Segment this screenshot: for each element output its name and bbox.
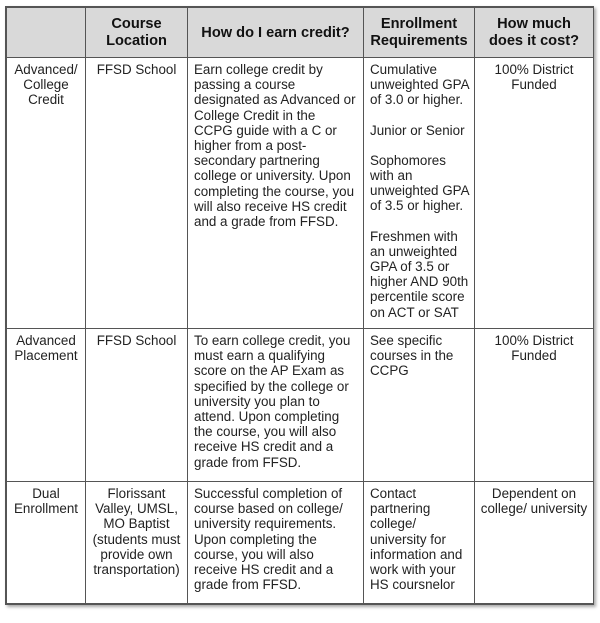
header-cost: How much does it cost? xyxy=(475,8,594,58)
program-cell: Dual Enrollment xyxy=(7,482,86,604)
how-cell: Successful completion of course based on college/ university requirements. Upon completing the course, you will also receive HS credit and a grade from FFSD. xyxy=(188,482,364,604)
location-cell: FFSD School xyxy=(86,329,188,482)
cost-cell: 100% District Funded xyxy=(475,58,594,329)
requirement-text: Contact partnering college/ university for information and work with your HS coursnelor xyxy=(370,486,463,593)
header-course-location: Course Location xyxy=(86,8,188,58)
how-cell: Earn college credit by passing a course designated as Advanced or College Credit in the CCPG guide with a C or higher from a post-secondary partnering college or university. Upon completing the course, you will also receive HS credit and a grade from FFSD. xyxy=(188,58,364,329)
requirement-text: Junior or Senior xyxy=(370,122,465,138)
header-enrollment-requirements: Enrollment Requirements xyxy=(364,8,475,58)
cost-cell: 100% District Funded xyxy=(475,329,594,482)
requirement-text: See specific courses in the CCPG xyxy=(370,333,454,379)
location-cell: FFSD School xyxy=(86,58,188,329)
requirement-text: Freshmen with an unweighted GPA of 3.5 or higher AND 90th percentile score on ACT or SAT xyxy=(370,228,469,320)
program-cell: Advanced/ College Credit xyxy=(7,58,86,329)
requirements-cell xyxy=(364,482,475,604)
how-cell: To earn college credit, you must earn a qualifying score on the AP Exam as specified by the college or university you plan to attend. Upon completing the course, you will also receive HS credit and a grade from FFSD. xyxy=(188,329,364,482)
table-row-dual-enrollment xyxy=(7,482,594,604)
credit-options-table xyxy=(6,7,594,604)
requirement-text: Cumulative unweighted GPA of 3.0 or higher. xyxy=(370,62,469,108)
header-row xyxy=(7,8,594,58)
location-cell: Florissant Valley, UMSL, MO Baptist (students must provide own transportation) xyxy=(86,482,188,604)
program-cell: Advanced Placement xyxy=(7,329,86,482)
table-row-advanced-college-credit xyxy=(7,58,594,329)
table-row-advanced-placement xyxy=(7,329,594,482)
header-how-earn-credit: How do I earn credit? xyxy=(188,8,364,58)
requirements-cell xyxy=(364,329,475,482)
header-program xyxy=(7,8,86,58)
cost-cell: Dependent on college/ university xyxy=(475,482,594,604)
credit-options-table-container xyxy=(5,6,594,605)
requirements-cell xyxy=(364,58,475,329)
requirement-text: Sophomores with an unweighted GPA of 3.5 or higher. xyxy=(370,152,469,214)
